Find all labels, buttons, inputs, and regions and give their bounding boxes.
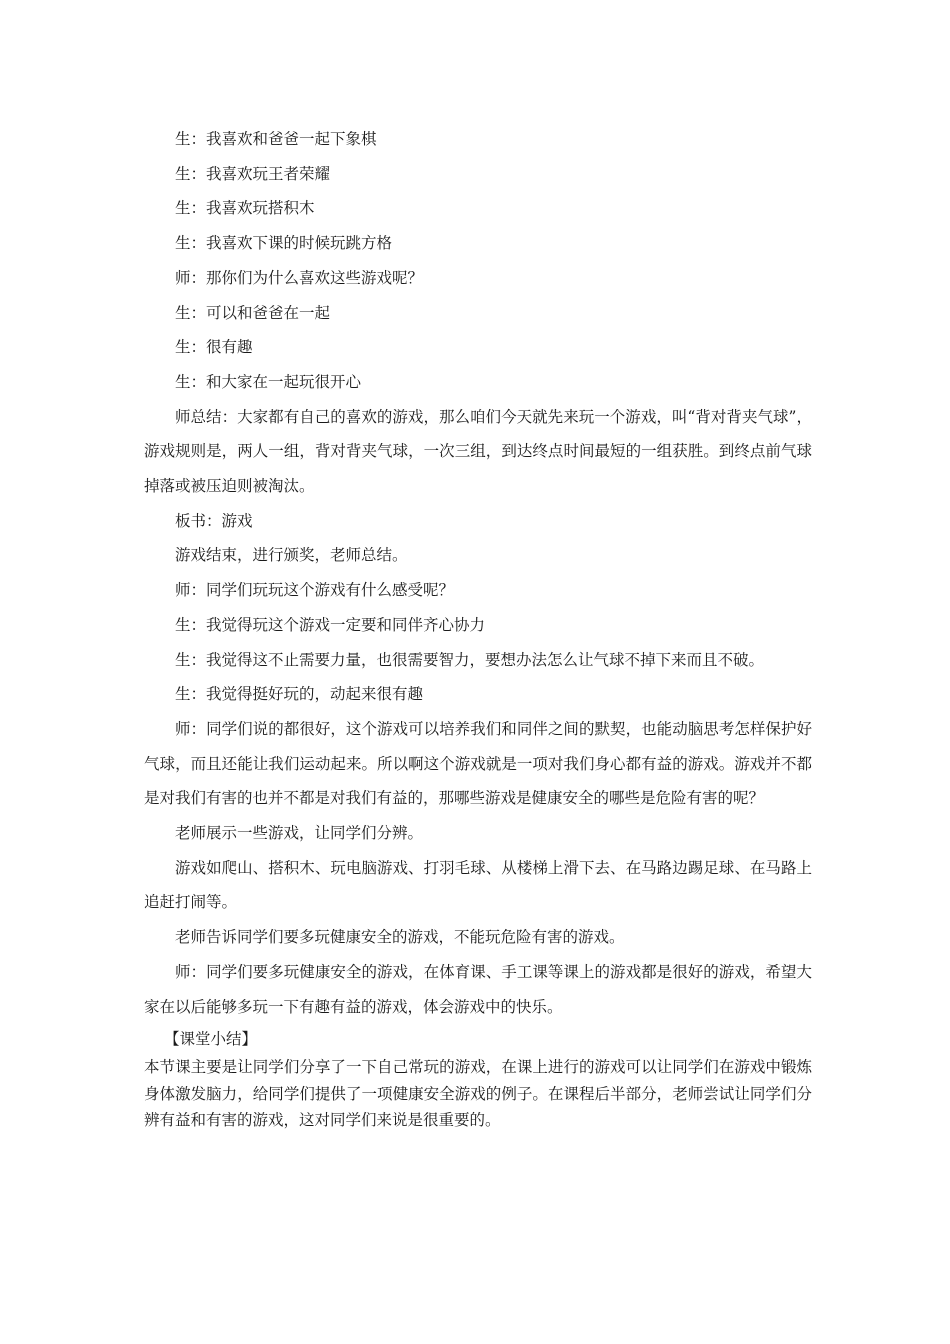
dialogue-line: 生：很有趣 — [175, 338, 253, 357]
dialogue-line: 板书：游戏 — [175, 511, 253, 530]
dialogue-line: 生：我觉得玩这个游戏一定要和同伴齐心协力 — [175, 615, 486, 634]
section-heading: 【课堂小结】 — [164, 1030, 258, 1049]
games-list-paragraph: 游戏如爬山、搭积木、玩电脑游戏、打羽毛球、从楼梯上滑下去、在马路边踢足球、在马路上追赶打闹等。 — [144, 858, 812, 912]
class-summary-paragraph: 本节课主要是让同学们分享了一下自己常玩的游戏，在课上进行的游戏可以让同学们在游戏中锻炼身体激发脑力，给同学们提供了一项健康安全游戏的例子。在课程后半部分，老师尝试让同学们分辨有益和有害的游戏，这对同学们来说是很重要的。 — [144, 1058, 812, 1130]
dialogue-line: 师：同学们玩玩这个游戏有什么感受呢？ — [175, 581, 455, 600]
dialogue-line: 生：我觉得这不止需要力量，也很需要智力，要想办法怎么让气球不掉下来而且不破。 — [175, 650, 765, 669]
dialogue-line: 游戏结束，进行颁奖，老师总结。 — [175, 546, 408, 565]
document-body — [144, 122, 812, 1134]
dialogue-line: 生：我喜欢玩搭积木 — [175, 199, 315, 218]
dialogue-line: 生：和大家在一起玩很开心 — [175, 372, 362, 391]
dialogue-line: 生：我喜欢下课的时候玩跳方格 — [175, 234, 393, 253]
dialogue-line: 师：那你们为什么喜欢这些游戏呢？ — [175, 268, 424, 287]
dialogue-line: 老师告诉同学们要多玩健康安全的游戏，不能玩危险有害的游戏。 — [175, 928, 625, 947]
dialogue-line: 生：我喜欢和爸爸一起下象棋 — [175, 130, 377, 148]
teacher-final-paragraph: 师：同学们要多玩健康安全的游戏，在体育课、手工课等课上的游戏都是很好的游戏，希望大家在以后能够多玩一下有趣有益的游戏，体会游戏中的快乐。 — [144, 962, 812, 1016]
teacher-reflection-paragraph: 师：同学们说的都很好，这个游戏可以培养我们和同伴之间的默契，也能动脑思考怎样保护好气球，而且还能让我们运动起来。所以啊这个游戏就是一项对我们身心都有益的游戏。游戏并不都是对我们有害的也并不都是对我们有益的，那哪些游戏是健康安全的哪些是危险有害的呢？ — [144, 719, 812, 808]
dialogue-line: 生：我觉得挺好玩的，动起来很有趣 — [175, 685, 424, 704]
teacher-summary-paragraph: 师总结：大家都有自己的喜欢的游戏，那么咱们今天就先来玩一个游戏，叫“背对背夹气球”，游戏规则是，两人一组，背对背夹气球，一次三组，到达终点时间最短的一组获胜。到终点前气球掉落或被压迫则被淘汰。 — [144, 407, 812, 496]
dialogue-line: 生：可以和爸爸在一起 — [175, 303, 331, 322]
dialogue-line: 生：我喜欢玩王者荣耀 — [175, 164, 331, 183]
dialogue-line: 老师展示一些游戏，让同学们分辨。 — [175, 824, 424, 843]
